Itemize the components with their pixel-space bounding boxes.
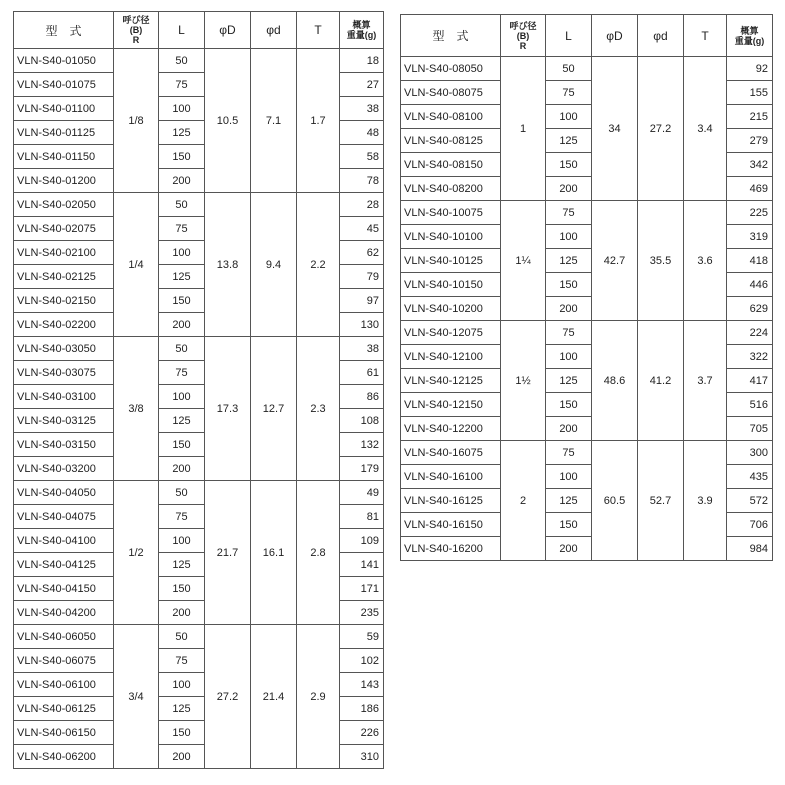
weight-value: 18 [340, 49, 384, 73]
thickness-value: 3.9 [684, 441, 727, 561]
model-number: VLN-S40-08125 [401, 129, 501, 153]
table-row [401, 441, 773, 465]
thickness-value: 1.7 [297, 49, 340, 193]
weight-value: 706 [727, 513, 773, 537]
weight-value: 310 [340, 745, 384, 769]
length-value: 75 [546, 201, 592, 225]
length-value: 75 [159, 361, 205, 385]
length-value: 150 [546, 153, 592, 177]
table-row [401, 321, 773, 345]
model-number: VLN-S40-01200 [14, 169, 114, 193]
nominal-size: 1½ [501, 321, 546, 441]
table-row [401, 57, 773, 81]
outer-diameter-value: 42.7 [592, 201, 638, 321]
length-value: 75 [546, 441, 592, 465]
model-number: VLN-S40-03125 [14, 409, 114, 433]
length-value: 150 [159, 721, 205, 745]
weight-value: 130 [340, 313, 384, 337]
model-number: VLN-S40-06050 [14, 625, 114, 649]
outer-diameter-value: 60.5 [592, 441, 638, 561]
model-number: VLN-S40-04100 [14, 529, 114, 553]
weight-value: 418 [727, 249, 773, 273]
length-value: 150 [546, 513, 592, 537]
header-inner-diameter: φd [638, 15, 684, 57]
length-value: 150 [546, 273, 592, 297]
model-number: VLN-S40-01100 [14, 97, 114, 121]
thickness-value: 3.6 [684, 201, 727, 321]
header-weight: 概算 重量(g) [340, 12, 384, 49]
length-value: 125 [159, 697, 205, 721]
inner-diameter-value: 52.7 [638, 441, 684, 561]
weight-value: 28 [340, 193, 384, 217]
length-value: 125 [159, 121, 205, 145]
spec-table-left [13, 11, 384, 769]
nominal-size: 1/2 [114, 481, 159, 625]
outer-diameter-value: 17.3 [205, 337, 251, 481]
model-number: VLN-S40-06200 [14, 745, 114, 769]
model-number: VLN-S40-10200 [401, 297, 501, 321]
weight-value: 279 [727, 129, 773, 153]
header-model: 型 式 [401, 15, 501, 57]
weight-value: 322 [727, 345, 773, 369]
model-number: VLN-S40-08100 [401, 105, 501, 129]
model-number: VLN-S40-16100 [401, 465, 501, 489]
header-nominal-size: 呼び径 (B) R [114, 12, 159, 49]
nominal-size: 3/8 [114, 337, 159, 481]
header-length: L [546, 15, 592, 57]
table-row [14, 481, 384, 505]
inner-diameter-value: 41.2 [638, 321, 684, 441]
model-number: VLN-S40-06075 [14, 649, 114, 673]
table-row [14, 625, 384, 649]
model-number: VLN-S40-01075 [14, 73, 114, 97]
length-value: 100 [546, 345, 592, 369]
weight-value: 469 [727, 177, 773, 201]
weight-value: 49 [340, 481, 384, 505]
header-outer-diameter: φD [205, 12, 251, 49]
length-value: 200 [546, 297, 592, 321]
model-number: VLN-S40-02150 [14, 289, 114, 313]
outer-diameter-value: 48.6 [592, 321, 638, 441]
model-number: VLN-S40-04075 [14, 505, 114, 529]
weight-value: 62 [340, 241, 384, 265]
length-value: 200 [159, 169, 205, 193]
weight-value: 629 [727, 297, 773, 321]
length-value: 75 [159, 217, 205, 241]
thickness-value: 3.7 [684, 321, 727, 441]
length-value: 75 [159, 73, 205, 97]
weight-value: 109 [340, 529, 384, 553]
weight-value: 516 [727, 393, 773, 417]
length-value: 150 [159, 433, 205, 457]
length-value: 100 [159, 241, 205, 265]
weight-value: 705 [727, 417, 773, 441]
model-number: VLN-S40-02200 [14, 313, 114, 337]
model-number: VLN-S40-02125 [14, 265, 114, 289]
model-number: VLN-S40-06125 [14, 697, 114, 721]
weight-value: 132 [340, 433, 384, 457]
weight-value: 235 [340, 601, 384, 625]
model-number: VLN-S40-06100 [14, 673, 114, 697]
weight-value: 92 [727, 57, 773, 81]
length-value: 150 [159, 289, 205, 313]
length-value: 150 [159, 145, 205, 169]
header-weight: 概算 重量(g) [727, 15, 773, 57]
model-number: VLN-S40-10100 [401, 225, 501, 249]
weight-value: 984 [727, 537, 773, 561]
weight-value: 61 [340, 361, 384, 385]
model-number: VLN-S40-03050 [14, 337, 114, 361]
model-number: VLN-S40-03150 [14, 433, 114, 457]
length-value: 200 [546, 417, 592, 441]
length-value: 200 [159, 745, 205, 769]
model-number: VLN-S40-16200 [401, 537, 501, 561]
model-number: VLN-S40-10150 [401, 273, 501, 297]
model-number: VLN-S40-10125 [401, 249, 501, 273]
weight-value: 38 [340, 97, 384, 121]
weight-value: 319 [727, 225, 773, 249]
inner-diameter-value: 21.4 [251, 625, 297, 769]
weight-value: 86 [340, 385, 384, 409]
length-value: 100 [159, 673, 205, 697]
weight-value: 226 [340, 721, 384, 745]
inner-diameter-value: 16.1 [251, 481, 297, 625]
length-value: 100 [159, 385, 205, 409]
table-row [401, 201, 773, 225]
model-number: VLN-S40-08075 [401, 81, 501, 105]
model-number: VLN-S40-16125 [401, 489, 501, 513]
model-number: VLN-S40-04150 [14, 577, 114, 601]
length-value: 75 [546, 81, 592, 105]
length-value: 200 [546, 537, 592, 561]
length-value: 125 [546, 249, 592, 273]
model-number: VLN-S40-01050 [14, 49, 114, 73]
model-number: VLN-S40-01150 [14, 145, 114, 169]
length-value: 100 [546, 465, 592, 489]
model-number: VLN-S40-03200 [14, 457, 114, 481]
model-number: VLN-S40-08150 [401, 153, 501, 177]
model-number: VLN-S40-12125 [401, 369, 501, 393]
weight-value: 38 [340, 337, 384, 361]
weight-value: 48 [340, 121, 384, 145]
length-value: 125 [159, 409, 205, 433]
length-value: 50 [159, 49, 205, 73]
table-body [14, 49, 384, 769]
weight-value: 141 [340, 553, 384, 577]
length-value: 75 [159, 505, 205, 529]
model-number: VLN-S40-03100 [14, 385, 114, 409]
length-value: 125 [546, 129, 592, 153]
weight-value: 81 [340, 505, 384, 529]
model-number: VLN-S40-08200 [401, 177, 501, 201]
model-number: VLN-S40-02100 [14, 241, 114, 265]
length-value: 125 [159, 553, 205, 577]
outer-diameter-value: 34 [592, 57, 638, 201]
table-row [14, 49, 384, 73]
weight-value: 27 [340, 73, 384, 97]
length-value: 200 [546, 177, 592, 201]
weight-value: 155 [727, 81, 773, 105]
model-number: VLN-S40-16150 [401, 513, 501, 537]
header-inner-diameter: φd [251, 12, 297, 49]
nominal-size: 1¼ [501, 201, 546, 321]
model-number: VLN-S40-02075 [14, 217, 114, 241]
inner-diameter-value: 12.7 [251, 337, 297, 481]
weight-value: 79 [340, 265, 384, 289]
length-value: 200 [159, 457, 205, 481]
inner-diameter-value: 7.1 [251, 49, 297, 193]
inner-diameter-value: 27.2 [638, 57, 684, 201]
length-value: 200 [159, 601, 205, 625]
spec-table-right [400, 14, 773, 561]
length-value: 50 [159, 625, 205, 649]
header-length: L [159, 12, 205, 49]
table-row [14, 193, 384, 217]
length-value: 50 [159, 337, 205, 361]
model-number: VLN-S40-12150 [401, 393, 501, 417]
weight-value: 97 [340, 289, 384, 313]
length-value: 100 [159, 97, 205, 121]
model-number: VLN-S40-12200 [401, 417, 501, 441]
weight-value: 224 [727, 321, 773, 345]
model-number: VLN-S40-10075 [401, 201, 501, 225]
nominal-size: 1/4 [114, 193, 159, 337]
model-number: VLN-S40-04050 [14, 481, 114, 505]
model-number: VLN-S40-04125 [14, 553, 114, 577]
weight-value: 446 [727, 273, 773, 297]
weight-value: 342 [727, 153, 773, 177]
thickness-value: 3.4 [684, 57, 727, 201]
weight-value: 171 [340, 577, 384, 601]
model-number: VLN-S40-16075 [401, 441, 501, 465]
weight-value: 58 [340, 145, 384, 169]
header-outer-diameter: φD [592, 15, 638, 57]
weight-value: 45 [340, 217, 384, 241]
weight-value: 179 [340, 457, 384, 481]
weight-value: 435 [727, 465, 773, 489]
thickness-value: 2.3 [297, 337, 340, 481]
model-number: VLN-S40-02050 [14, 193, 114, 217]
weight-value: 417 [727, 369, 773, 393]
header-thickness: T [684, 15, 727, 57]
model-number: VLN-S40-08050 [401, 57, 501, 81]
model-number: VLN-S40-04200 [14, 601, 114, 625]
nominal-size: 2 [501, 441, 546, 561]
header-nominal-size: 呼び径 (B) R [501, 15, 546, 57]
weight-value: 143 [340, 673, 384, 697]
weight-value: 78 [340, 169, 384, 193]
length-value: 75 [159, 649, 205, 673]
header-thickness: T [297, 12, 340, 49]
weight-value: 59 [340, 625, 384, 649]
nominal-size: 1 [501, 57, 546, 201]
length-value: 75 [546, 321, 592, 345]
model-number: VLN-S40-03075 [14, 361, 114, 385]
length-value: 125 [546, 489, 592, 513]
table-body [401, 57, 773, 561]
length-value: 150 [159, 577, 205, 601]
outer-diameter-value: 27.2 [205, 625, 251, 769]
outer-diameter-value: 10.5 [205, 49, 251, 193]
weight-value: 102 [340, 649, 384, 673]
table-header [14, 12, 384, 49]
model-number: VLN-S40-06150 [14, 721, 114, 745]
length-value: 150 [546, 393, 592, 417]
outer-diameter-value: 13.8 [205, 193, 251, 337]
table-row [14, 337, 384, 361]
table-header [401, 15, 773, 57]
model-number: VLN-S40-12100 [401, 345, 501, 369]
weight-value: 108 [340, 409, 384, 433]
length-value: 100 [159, 529, 205, 553]
thickness-value: 2.2 [297, 193, 340, 337]
weight-value: 300 [727, 441, 773, 465]
length-value: 200 [159, 313, 205, 337]
length-value: 50 [546, 57, 592, 81]
length-value: 100 [546, 105, 592, 129]
weight-value: 225 [727, 201, 773, 225]
weight-value: 215 [727, 105, 773, 129]
thickness-value: 2.8 [297, 481, 340, 625]
weight-value: 186 [340, 697, 384, 721]
nominal-size: 1/8 [114, 49, 159, 193]
length-value: 125 [159, 265, 205, 289]
model-number: VLN-S40-01125 [14, 121, 114, 145]
inner-diameter-value: 35.5 [638, 201, 684, 321]
length-value: 50 [159, 481, 205, 505]
weight-value: 572 [727, 489, 773, 513]
thickness-value: 2.9 [297, 625, 340, 769]
header-model: 型 式 [14, 12, 114, 49]
length-value: 100 [546, 225, 592, 249]
length-value: 125 [546, 369, 592, 393]
outer-diameter-value: 21.7 [205, 481, 251, 625]
length-value: 50 [159, 193, 205, 217]
inner-diameter-value: 9.4 [251, 193, 297, 337]
model-number: VLN-S40-12075 [401, 321, 501, 345]
nominal-size: 3/4 [114, 625, 159, 769]
